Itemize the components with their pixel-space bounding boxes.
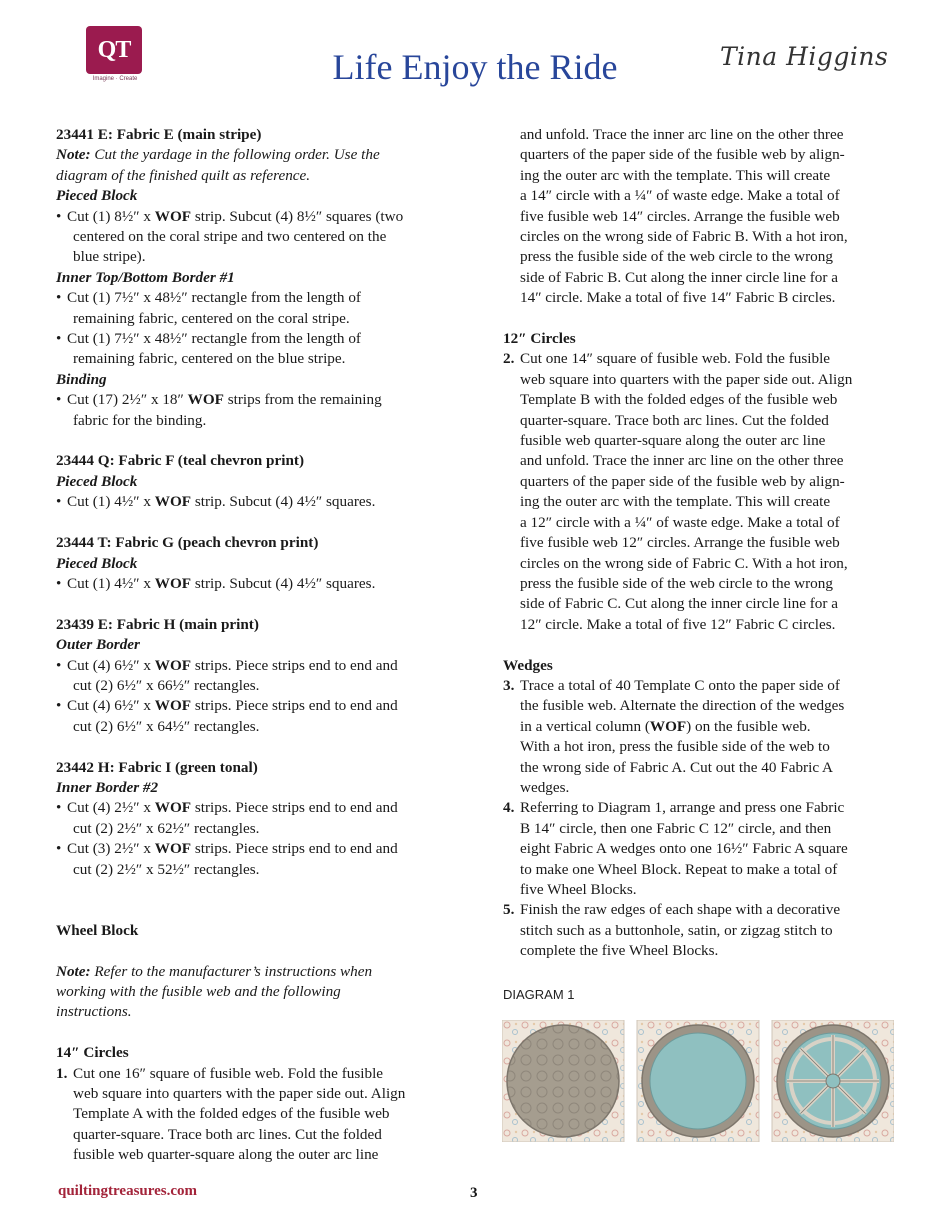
wheel-block-heading: Wheel Block: [56, 921, 139, 939]
list-item-cont: cut (2) 6½″ x 66½″ rectangles.: [73, 676, 260, 694]
circles-14-heading: 14″ Circles: [56, 1044, 129, 1062]
step-1-continued: and unfold. Trace the inner arc line on the other three quarters of the paper side of the fusible web by align- ing the outer arc with the template. This will create a 14″ circle with a ¼″ of waste edge. Make a total of five fusible web 14″ circles. Arrange the fusible web circles on the wrong side of Fabric B. With a hot iron, press the fusible side of the web circle to the wrong side of Fabric B. Cut along the inner circle line for a 14″ circle. Make a total of five 14″ Fabric B circles.: [520, 126, 848, 307]
list-item-cont: remaining fabric, centered on the blue stripe.: [73, 350, 346, 368]
subheading-pieced-block: Pieced Block: [56, 472, 138, 490]
list-item-cont: cut (2) 6½″ x 64½″ rectangles.: [73, 717, 260, 735]
list-item: • Cut (4) 6½″ x WOF strips. Piece strips end to end and: [56, 656, 466, 676]
fabric-e-heading: 23441 E: Fabric E (main stripe): [56, 126, 262, 143]
subheading-outer-border: Outer Border: [56, 636, 140, 654]
list-item: • Cut (1) 4½″ x WOF strip. Subcut (4) 4½″ squares.: [56, 492, 466, 512]
logo-tagline: Imagine · Create: [92, 76, 138, 82]
list-item: • Cut (4) 2½″ x WOF strips. Piece strips end to end and: [56, 798, 466, 818]
note-label: Note:: [56, 962, 91, 980]
fabric-e-note-line2: diagram of the finished quilt as reference.: [56, 166, 311, 184]
step-number: 2.: [503, 350, 515, 368]
designer-signature: Tina Higgins: [720, 42, 889, 71]
circles-12-heading: 12″ Circles: [503, 330, 576, 348]
subheading-inner-border: Inner Top/Bottom Border #1: [56, 268, 235, 286]
list-item-cont: blue stripe).: [73, 248, 146, 266]
fabric-h-heading: 23439 E: Fabric H (main print): [56, 615, 259, 633]
diagram-label: DIAGRAM 1: [503, 987, 575, 1002]
list-item: • Cut (3) 2½″ x WOF strips. Piece strips end to end and: [56, 839, 466, 859]
subheading-pieced-block: Pieced Block: [56, 187, 138, 205]
step-number: 5.: [503, 901, 515, 919]
wedges-heading: Wedges: [503, 656, 553, 674]
list-item: • Cut (1) 7½″ x 48½″ rectangle from the length of: [56, 329, 466, 349]
list-item-cont: cut (2) 2½″ x 62½″ rectangles.: [73, 819, 260, 837]
wheel-note-line: working with the fusible web and the following: [56, 982, 341, 1000]
note-label: Note:: [56, 146, 91, 164]
subheading-binding: Binding: [56, 370, 107, 388]
fabric-f-heading: 23444 Q: Fabric F (teal chevron print): [56, 452, 305, 470]
list-item-cont: centered on the coral stripe and two centered on the: [73, 228, 387, 246]
subheading-pieced-block: Pieced Block: [56, 554, 138, 572]
step-1: 1. Cut one 16″ square of fusible web. Fold the fusible web square into quarters with the paper side out. Align Template A with the folded edges of the fusible web quarter-square. Trace both arc lines. Cut the folded fusible web quarter-square along the outer arc line: [56, 1064, 406, 1164]
footer-url[interactable]: quiltingtreasures.com: [58, 1183, 198, 1199]
wheel-note-line: instructions.: [56, 1003, 132, 1021]
note-text: Cut the yardage in the following order. Use the: [90, 146, 380, 164]
right-column: [503, 125, 903, 962]
logo-text: QT: [97, 36, 131, 63]
diagram-block-wheel: [772, 1020, 894, 1142]
left-column: [56, 125, 466, 1166]
fabric-i-heading: 23442 H: Fabric I (green tonal): [56, 758, 258, 776]
list-item: • Cut (1) 7½″ x 48½″ rectangle from the length of: [56, 288, 466, 308]
fabric-e-note: [56, 145, 466, 165]
list-item: • Cut (1) 4½″ x WOF strip. Subcut (4) 4½″ squares.: [56, 574, 466, 594]
list-item: • Cut (1) 8½″ x WOF strip. Subcut (4) 8½″ squares (two: [56, 207, 466, 227]
wheel-note: Note: Refer to the manufacturer’s instructions when: [56, 962, 373, 980]
fabric-g-heading: 23444 T: Fabric G (peach chevron print): [56, 534, 319, 552]
list-item: • Cut (4) 6½″ x WOF strips. Piece strips end to end and: [56, 696, 466, 716]
page-title: Life Enjoy the Ride: [332, 47, 618, 87]
diagram-block-circle-b: [502, 1020, 624, 1142]
step-number: 4.: [503, 799, 515, 817]
step-4: 4. Referring to Diagram 1, arrange and press one Fabric B 14″ circle, then one Fabric C 12″ circle, and then eight Fabric A wedges onto one 16½″ Fabric A square to make one Wheel Block. Repeat to make a total of five Wheel Blocks.: [503, 799, 848, 898]
list-item-cont: remaining fabric, centered on the coral stripe.: [73, 309, 350, 327]
list-item-cont: fabric for the binding.: [73, 411, 207, 429]
page-number: 3: [470, 1185, 478, 1201]
step-number: 1.: [56, 1064, 68, 1082]
step-3: 3. Trace a total of 40 Template C onto the paper side of the fusible web. Alternate the direction of the wedges in a vertical column (WOF) on the fusible web. With a hot iron, press the fusible side of the web to the wrong side of Fabric A. Cut out the 40 Fabric A wedges.: [503, 676, 845, 796]
step-number: 3.: [503, 676, 515, 694]
subheading-inner-border-2: Inner Border #2: [56, 778, 159, 796]
step-5: 5. Finish the raw edges of each shape with a decorative stitch such as a buttonhole, satin, or zigzag stitch to complete the five Wheel Blocks.: [503, 901, 841, 960]
diagram-1: [502, 1020, 894, 1142]
step-2: 2. Cut one 14″ square of fusible web. Fold the fusible web square into quarters with the paper side out. Align Template B with the folded edges of the fusible web quarter-square. Trace both arc lines. Cut the folded fusible web quarter-square along the outer arc line and unfold. Trace the inner arc line on the other three quarters of the paper side of the fusible web by align- ing the outer arc with the template. This will create a 12″ circle with a ¼″ of waste edge. Make a total of five fusible web 12″ circles. Arrange the fusible web circles on the wrong side of Fabric C. With a hot iron, press the fusible side of the web circle to the wrong side of Fabric C. Cut along the inner circle line for a 12″ circle. Make a total of five 12″ Fabric C circles.: [503, 350, 853, 633]
list-item: • Cut (17) 2½″ x 18″ WOF strips from the remaining: [56, 390, 466, 410]
diagram-block-circle-c: [637, 1020, 759, 1142]
list-item-cont: cut (2) 2½″ x 52½″ rectangles.: [73, 860, 260, 878]
